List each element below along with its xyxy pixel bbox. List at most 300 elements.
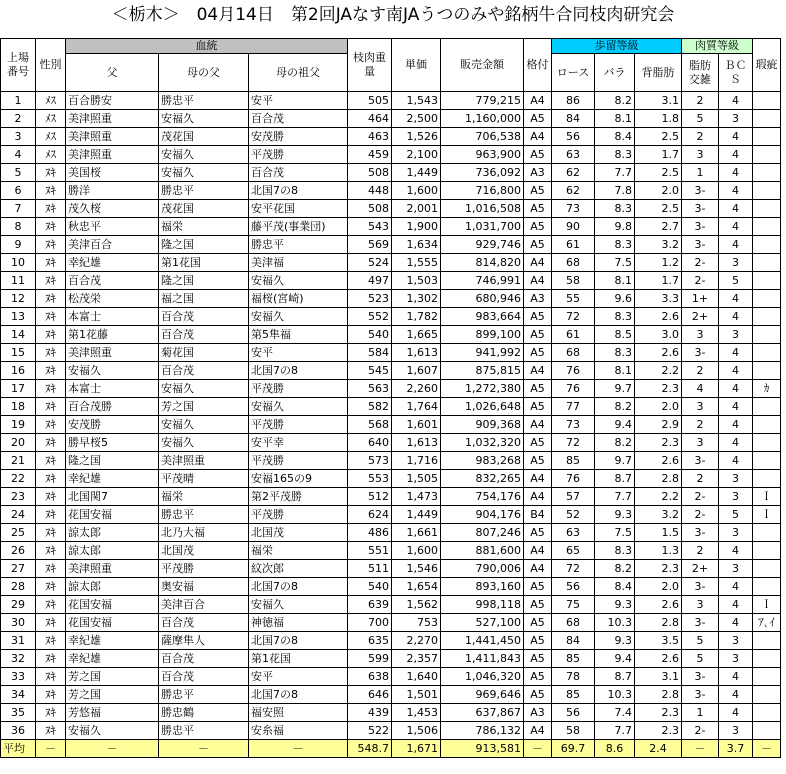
cell-dam-sire: 美津照重: [159, 452, 249, 470]
cell-lot: 31: [1, 632, 36, 650]
cell-sale-amount: 786,132: [441, 722, 524, 740]
cell-marbling: 3: [682, 434, 719, 452]
cell-dam-grandsire: 百合茂: [249, 164, 348, 182]
cell-marbling: 3-: [682, 578, 719, 596]
cell-unit-price: 1,900: [392, 218, 441, 236]
cell-unit-price: 1,607: [392, 362, 441, 380]
cell-lot: 33: [1, 668, 36, 686]
cell-marbling: 3-: [682, 200, 719, 218]
cell-sale-amount: 904,176: [441, 506, 524, 524]
cell-dam-sire: 茂花国: [159, 128, 249, 146]
average-label: 平均: [1, 740, 36, 758]
cell-sex: ﾇｷ: [36, 650, 66, 668]
cell-dam-sire: 隆之国: [159, 272, 249, 290]
cell-rib: 8.5: [595, 326, 635, 344]
cell-rib: 8.7: [595, 668, 635, 686]
header-dam-grandsire: 母の祖父: [249, 54, 348, 92]
cell-bcs: 4: [719, 668, 753, 686]
cell-rib: 9.7: [595, 452, 635, 470]
table-row: [1, 200, 781, 218]
cell-carcass-weight: 508: [348, 200, 392, 218]
cell-dam-grandsire: 北国7の8: [249, 578, 348, 596]
cell-sex: ﾇｷ: [36, 434, 66, 452]
table-row: [1, 380, 781, 398]
cell-unit-price: 1,613: [392, 344, 441, 362]
cell-marbling: 3-: [682, 218, 719, 236]
cell-lot: 18: [1, 398, 36, 416]
cell-sire: 安福久: [66, 722, 159, 740]
cell-bcs: 3: [719, 632, 753, 650]
cell-lot: 11: [1, 272, 36, 290]
cell-dam-sire: 第1花国: [159, 254, 249, 272]
cell-sire: 百合茂勝: [66, 398, 159, 416]
cell-sale-amount: 899,100: [441, 326, 524, 344]
cell-sex: ﾇｷ: [36, 164, 66, 182]
average-sex: －: [36, 740, 66, 758]
cell-marbling: 1+: [682, 290, 719, 308]
cell-lot: 20: [1, 434, 36, 452]
cell-carcass-weight: 700: [348, 614, 392, 632]
cell-loin: 85: [552, 686, 595, 704]
cell-defect: [753, 686, 781, 704]
cell-unit-price: 1,764: [392, 398, 441, 416]
cell-dam-grandsire: 藤平茂(事業団): [249, 218, 348, 236]
cell-sale-amount: 963,900: [441, 146, 524, 164]
cell-loin: 72: [552, 560, 595, 578]
table-row: [1, 308, 781, 326]
cell-sex: ﾇｷ: [36, 722, 66, 740]
cell-defect: [753, 650, 781, 668]
cell-lot: 4: [1, 146, 36, 164]
cell-unit-price: 1,526: [392, 128, 441, 146]
cell-lot: 27: [1, 560, 36, 578]
cell-dam-grandsire: 平茂勝: [249, 452, 348, 470]
cell-grade: A4: [524, 362, 552, 380]
cell-dam-grandsire: 福桜(宮崎): [249, 290, 348, 308]
cell-carcass-weight: 459: [348, 146, 392, 164]
cell-dam-sire: 安福久: [159, 434, 249, 452]
cell-lot: 28: [1, 578, 36, 596]
cell-grade: A4: [524, 128, 552, 146]
cell-carcass-weight: 512: [348, 488, 392, 506]
cell-unit-price: 1,302: [392, 290, 441, 308]
cell-marbling: 3-: [682, 182, 719, 200]
cell-sale-amount: 637,867: [441, 704, 524, 722]
table-row: [1, 272, 781, 290]
cell-bcs: 3: [719, 524, 753, 542]
cell-sex: ﾇｷ: [36, 452, 66, 470]
cell-defect: [753, 254, 781, 272]
cell-dam-grandsire: 北国7の8: [249, 362, 348, 380]
cell-loin: 77: [552, 398, 595, 416]
cell-backfat: 2.6: [635, 452, 682, 470]
cell-carcass-weight: 584: [348, 344, 392, 362]
cell-marbling: 3-: [682, 452, 719, 470]
cell-loin: 84: [552, 110, 595, 128]
cell-rib: 7.4: [595, 704, 635, 722]
auction-results-table: [0, 38, 781, 758]
cell-grade: A3: [524, 164, 552, 182]
cell-lot: 3: [1, 128, 36, 146]
average-carcass-weight: 548.7: [348, 740, 392, 758]
cell-lot: 32: [1, 650, 36, 668]
cell-unit-price: 1,503: [392, 272, 441, 290]
cell-grade: A4: [524, 416, 552, 434]
cell-defect: [753, 578, 781, 596]
cell-carcass-weight: 439: [348, 704, 392, 722]
average-rib: 8.6: [595, 740, 635, 758]
cell-dam-grandsire: 安平幸: [249, 434, 348, 452]
table-row: [1, 470, 781, 488]
cell-dam-sire: 安福久: [159, 416, 249, 434]
cell-unit-price: 1,473: [392, 488, 441, 506]
cell-bcs: 5: [719, 272, 753, 290]
cell-marbling: 2: [682, 362, 719, 380]
cell-marbling: 3: [682, 326, 719, 344]
cell-grade: A4: [524, 542, 552, 560]
cell-backfat: 1.7: [635, 272, 682, 290]
header-grade: 格付: [524, 39, 552, 92]
cell-sale-amount: 680,946: [441, 290, 524, 308]
cell-backfat: 2.5: [635, 200, 682, 218]
cell-dam-grandsire: 平茂勝: [249, 146, 348, 164]
cell-dam-sire: 福栄: [159, 218, 249, 236]
table-row: [1, 704, 781, 722]
table-row: [1, 542, 781, 560]
cell-bcs: 4: [719, 578, 753, 596]
cell-lot: 10: [1, 254, 36, 272]
cell-defect: [753, 416, 781, 434]
cell-sire: 百合茂: [66, 272, 159, 290]
cell-dam-grandsire: 神徳福: [249, 614, 348, 632]
cell-dam-sire: 安福久: [159, 110, 249, 128]
cell-sex: ﾇｷ: [36, 524, 66, 542]
table-row: [1, 452, 781, 470]
table-row: [1, 650, 781, 668]
table-row: [1, 254, 781, 272]
cell-defect: [753, 434, 781, 452]
cell-dam-sire: 百合茂: [159, 326, 249, 344]
cell-dam-sire: 安福久: [159, 146, 249, 164]
cell-backfat: 2.6: [635, 344, 682, 362]
cell-sire: 諒太郎: [66, 578, 159, 596]
cell-defect: Ｉ: [753, 488, 781, 506]
cell-defect: [753, 704, 781, 722]
cell-defect: [753, 308, 781, 326]
cell-bcs: 4: [719, 596, 753, 614]
cell-sex: ﾇｷ: [36, 416, 66, 434]
cell-loin: 52: [552, 506, 595, 524]
cell-unit-price: 2,357: [392, 650, 441, 668]
cell-bcs: 4: [719, 218, 753, 236]
cell-dam-sire: 菊花国: [159, 344, 249, 362]
cell-backfat: 2.8: [635, 470, 682, 488]
cell-backfat: 2.9: [635, 416, 682, 434]
cell-unit-price: 2,001: [392, 200, 441, 218]
cell-lot: 30: [1, 614, 36, 632]
header-rib: バラ: [595, 54, 635, 92]
cell-rib: 7.7: [595, 164, 635, 182]
cell-defect: [753, 326, 781, 344]
cell-rib: 7.5: [595, 254, 635, 272]
cell-carcass-weight: 573: [348, 452, 392, 470]
cell-grade: A5: [524, 182, 552, 200]
cell-dam-sire: 隆之国: [159, 236, 249, 254]
cell-defect: [753, 290, 781, 308]
cell-bcs: 4: [719, 542, 753, 560]
cell-sex: ﾇｷ: [36, 686, 66, 704]
cell-sire: 美国桜: [66, 164, 159, 182]
header-unit-price: 単価: [392, 39, 441, 92]
cell-backfat: 2.0: [635, 182, 682, 200]
cell-grade: A4: [524, 722, 552, 740]
cell-backfat: 2.3: [635, 704, 682, 722]
cell-carcass-weight: 540: [348, 326, 392, 344]
cell-dam-sire: 北国茂: [159, 542, 249, 560]
cell-grade: A4: [524, 560, 552, 578]
cell-dam-grandsire: 百合茂: [249, 110, 348, 128]
header-defect: 瑕疵: [753, 39, 781, 92]
cell-sex: ﾇｷ: [36, 470, 66, 488]
cell-loin: 85: [552, 650, 595, 668]
cell-lot: 7: [1, 200, 36, 218]
cell-marbling: 3: [682, 146, 719, 164]
cell-lot: 12: [1, 290, 36, 308]
cell-dam-grandsire: 北国7の8: [249, 632, 348, 650]
cell-defect: Ｉ: [753, 506, 781, 524]
cell-lot: 36: [1, 722, 36, 740]
table-row: [1, 434, 781, 452]
cell-grade: A5: [524, 596, 552, 614]
cell-carcass-weight: 523: [348, 290, 392, 308]
cell-loin: 58: [552, 722, 595, 740]
cell-rib: 9.4: [595, 416, 635, 434]
table-row: [1, 164, 781, 182]
cell-defect: [753, 668, 781, 686]
cell-rib: 9.4: [595, 650, 635, 668]
cell-sire: 幸紀雄: [66, 632, 159, 650]
cell-bcs: 4: [719, 398, 753, 416]
cell-backfat: 3.1: [635, 92, 682, 110]
cell-backfat: 2.6: [635, 308, 682, 326]
cell-grade: A5: [524, 146, 552, 164]
cell-backfat: 2.2: [635, 362, 682, 380]
cell-bcs: 4: [719, 236, 753, 254]
cell-dam-sire: 百合茂: [159, 362, 249, 380]
cell-loin: 90: [552, 218, 595, 236]
cell-defect: [753, 146, 781, 164]
cell-grade: A5: [524, 650, 552, 668]
cell-grade: A5: [524, 452, 552, 470]
cell-rib: 9.8: [595, 218, 635, 236]
cell-dam-grandsire: 安平: [249, 668, 348, 686]
cell-sale-amount: 998,118: [441, 596, 524, 614]
cell-grade: A5: [524, 632, 552, 650]
cell-dam-grandsire: 福安照: [249, 704, 348, 722]
cell-carcass-weight: 497: [348, 272, 392, 290]
cell-lot: 21: [1, 452, 36, 470]
cell-rib: 8.3: [595, 344, 635, 362]
cell-unit-price: 1,600: [392, 542, 441, 560]
cell-loin: 56: [552, 128, 595, 146]
cell-marbling: 1: [682, 164, 719, 182]
cell-defect: [753, 218, 781, 236]
cell-defect: [753, 200, 781, 218]
cell-carcass-weight: 551: [348, 542, 392, 560]
cell-sale-amount: 881,600: [441, 542, 524, 560]
cell-dam-sire: 百合茂: [159, 650, 249, 668]
cell-sire: 芳之国: [66, 686, 159, 704]
cell-lot: 1: [1, 92, 36, 110]
cell-sex: ﾇｷ: [36, 632, 66, 650]
cell-sale-amount: 983,268: [441, 452, 524, 470]
cell-bcs: 4: [719, 128, 753, 146]
cell-unit-price: 1,501: [392, 686, 441, 704]
cell-loin: 73: [552, 200, 595, 218]
table-row: [1, 524, 781, 542]
cell-sale-amount: 1,031,700: [441, 218, 524, 236]
cell-dam-sire: 福栄: [159, 488, 249, 506]
cell-sale-amount: 754,176: [441, 488, 524, 506]
cell-rib: 9.6: [595, 290, 635, 308]
cell-grade: A5: [524, 434, 552, 452]
cell-unit-price: 1,600: [392, 182, 441, 200]
header-marbling: 脂肪交雑: [682, 54, 719, 92]
cell-dam-grandsire: 安茂勝: [249, 128, 348, 146]
cell-sire: 本富士: [66, 308, 159, 326]
cell-dam-grandsire: 福栄: [249, 542, 348, 560]
cell-unit-price: 2,500: [392, 110, 441, 128]
cell-marbling: 3: [682, 398, 719, 416]
cell-unit-price: 1,665: [392, 326, 441, 344]
cell-marbling: 2: [682, 128, 719, 146]
table-row: [1, 326, 781, 344]
cell-sex: ﾇｷ: [36, 200, 66, 218]
cell-bcs: 3: [719, 110, 753, 128]
cell-backfat: 1.3: [635, 542, 682, 560]
cell-backfat: 2.5: [635, 128, 682, 146]
average-backfat: 2.4: [635, 740, 682, 758]
cell-sale-amount: 875,815: [441, 362, 524, 380]
cell-rib: 8.7: [595, 470, 635, 488]
cell-unit-price: 1,640: [392, 668, 441, 686]
cell-lot: 34: [1, 686, 36, 704]
cell-backfat: 2.3: [635, 722, 682, 740]
cell-lot: 14: [1, 326, 36, 344]
cell-sex: ﾇｷ: [36, 596, 66, 614]
cell-defect: [753, 362, 781, 380]
cell-unit-price: 1,505: [392, 470, 441, 488]
cell-loin: 62: [552, 164, 595, 182]
cell-sire: 幸紀雄: [66, 254, 159, 272]
cell-marbling: 2-: [682, 506, 719, 524]
cell-rib: 8.3: [595, 542, 635, 560]
average-sale-amount: 913,581: [441, 740, 524, 758]
cell-grade: A5: [524, 668, 552, 686]
cell-dam-grandsire: 平茂勝: [249, 380, 348, 398]
cell-dam-grandsire: 勝忠平: [249, 236, 348, 254]
cell-grade: A5: [524, 686, 552, 704]
cell-grade: A4: [524, 470, 552, 488]
cell-sale-amount: 1,272,380: [441, 380, 524, 398]
cell-grade: A5: [524, 578, 552, 596]
cell-unit-price: 1,562: [392, 596, 441, 614]
cell-rib: 8.2: [595, 92, 635, 110]
cell-sire: 本富士: [66, 380, 159, 398]
cell-marbling: 3-: [682, 344, 719, 362]
cell-lot: 24: [1, 506, 36, 524]
cell-loin: 57: [552, 488, 595, 506]
cell-rib: 8.3: [595, 236, 635, 254]
cell-bcs: 4: [719, 380, 753, 398]
cell-sale-amount: 1,032,320: [441, 434, 524, 452]
cell-loin: 61: [552, 326, 595, 344]
cell-dam-sire: 勝忠平: [159, 92, 249, 110]
cell-defect: [753, 182, 781, 200]
cell-unit-price: 1,613: [392, 434, 441, 452]
cell-sale-amount: 746,991: [441, 272, 524, 290]
table-row: [1, 632, 781, 650]
cell-sale-amount: 1,441,450: [441, 632, 524, 650]
header-yield-grade: 歩留等級: [552, 39, 682, 54]
cell-sire: 諒太郎: [66, 524, 159, 542]
cell-loin: 78: [552, 668, 595, 686]
cell-bcs: 4: [719, 344, 753, 362]
cell-backfat: 2.6: [635, 650, 682, 668]
cell-rib: 9.7: [595, 380, 635, 398]
cell-carcass-weight: 543: [348, 218, 392, 236]
cell-defect: [753, 542, 781, 560]
cell-backfat: 2.0: [635, 398, 682, 416]
cell-bcs: 4: [719, 434, 753, 452]
cell-defect: [753, 398, 781, 416]
table-row: [1, 290, 781, 308]
cell-loin: 56: [552, 704, 595, 722]
cell-unit-price: 2,270: [392, 632, 441, 650]
cell-backfat: 2.0: [635, 578, 682, 596]
header-loin: ロース: [552, 54, 595, 92]
cell-dam-sire: 北乃大福: [159, 524, 249, 542]
table-row: [1, 416, 781, 434]
cell-sex: ﾇｷ: [36, 236, 66, 254]
cell-rib: 8.3: [595, 200, 635, 218]
cell-dam-sire: 安福久: [159, 380, 249, 398]
cell-sex: ﾇｷ: [36, 398, 66, 416]
cell-carcass-weight: 569: [348, 236, 392, 254]
cell-sire: 美津百合: [66, 236, 159, 254]
cell-bcs: 4: [719, 362, 753, 380]
cell-unit-price: 1,782: [392, 308, 441, 326]
cell-defect: [753, 92, 781, 110]
table-row: [1, 182, 781, 200]
cell-backfat: 2.2: [635, 488, 682, 506]
cell-sire: 幸紀雄: [66, 470, 159, 488]
average-marbling: －: [682, 740, 719, 758]
cell-unit-price: 1,716: [392, 452, 441, 470]
cell-sale-amount: 909,368: [441, 416, 524, 434]
cell-defect: [753, 452, 781, 470]
cell-sex: ﾇｷ: [36, 560, 66, 578]
cell-sale-amount: 1,026,648: [441, 398, 524, 416]
cell-dam-sire: 平茂勝: [159, 560, 249, 578]
cell-bcs: 3: [719, 488, 753, 506]
cell-lot: 9: [1, 236, 36, 254]
cell-sale-amount: 1,411,843: [441, 650, 524, 668]
cell-carcass-weight: 553: [348, 470, 392, 488]
cell-dam-sire: 平茂晴: [159, 470, 249, 488]
cell-dam-grandsire: 北国茂: [249, 524, 348, 542]
cell-sale-amount: 736,092: [441, 164, 524, 182]
